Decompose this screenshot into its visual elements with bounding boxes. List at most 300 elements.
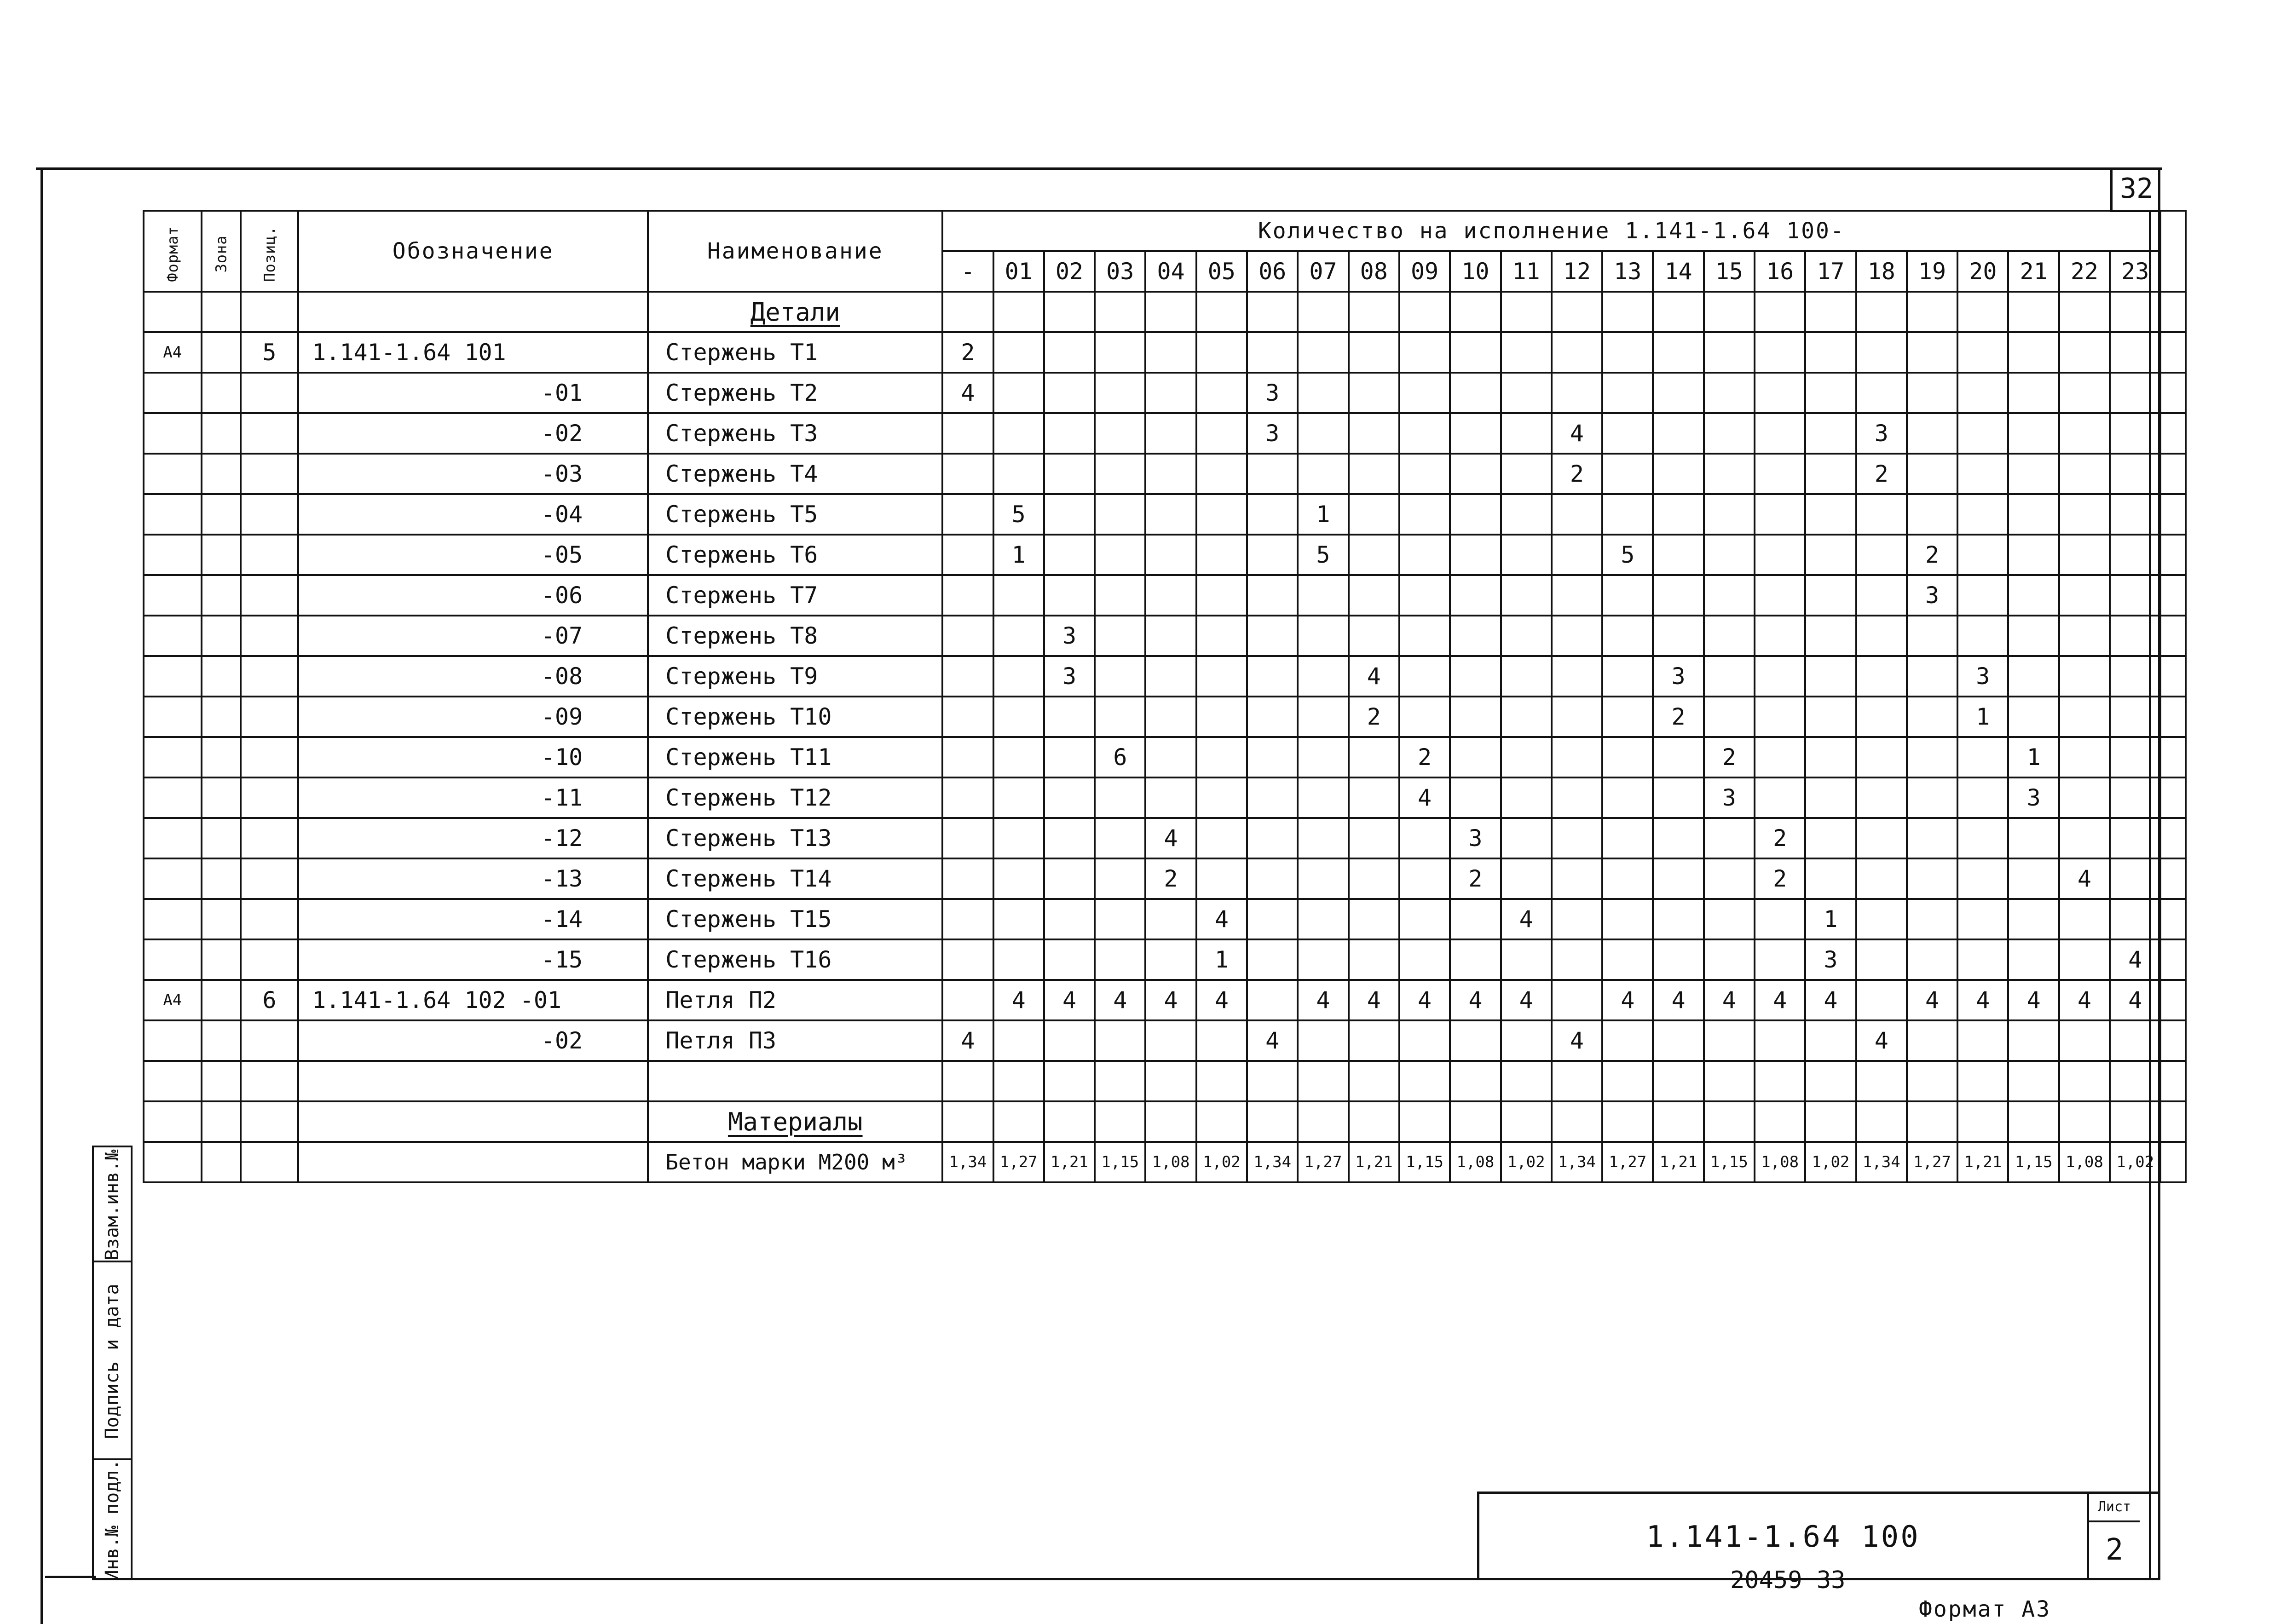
- empty-cell: [241, 1101, 299, 1142]
- concrete-value: 1,34: [942, 1142, 993, 1182]
- quantity-cell: [1145, 939, 1196, 980]
- quantity-cell: [1095, 1020, 1145, 1061]
- quantity-cell: [1145, 332, 1196, 373]
- quantity-cell: [2059, 939, 2110, 980]
- quantity-cell: [1805, 616, 1856, 656]
- quantity-cell: 2: [1704, 737, 1755, 777]
- quantity-cell: [1856, 575, 1907, 616]
- quantity-cell: [1145, 899, 1196, 939]
- quantity-cell: [1196, 818, 1247, 858]
- empty-cell: [993, 292, 1044, 332]
- quantity-cell: [2059, 777, 2110, 818]
- quantity-cell: [1856, 697, 1907, 737]
- quantity-cell: [2059, 454, 2110, 494]
- quantity-cell: [1552, 616, 1602, 656]
- quantity-cell: [1552, 980, 1602, 1020]
- empty-cell: [241, 1061, 299, 1101]
- quantity-cell: 4: [1552, 1020, 1602, 1061]
- concrete-value: 1,02: [1501, 1142, 1552, 1182]
- quantity-cell: [1704, 616, 1755, 656]
- quantity-cell: [1501, 454, 1552, 494]
- quantity-cell: [1196, 454, 1247, 494]
- row-name: Стержень Т14: [648, 858, 942, 899]
- frame-left-line: [40, 167, 43, 1624]
- quantity-cell: [1196, 737, 1247, 777]
- empty-cell: [993, 1101, 1044, 1142]
- quantity-cell: [1044, 332, 1095, 373]
- quantity-cell: [1196, 535, 1247, 575]
- quantity-cell: [942, 575, 993, 616]
- quantity-cell: [942, 858, 993, 899]
- empty-cell: [1044, 1101, 1095, 1142]
- quantity-cell: [1095, 373, 1145, 413]
- empty-cell: [1704, 292, 1755, 332]
- quantity-cell: [1755, 494, 1805, 535]
- empty-cell: [2160, 899, 2186, 939]
- empty-cell: [1602, 1101, 1653, 1142]
- quantity-cell: [1145, 373, 1196, 413]
- execution-col-header: 23: [2110, 251, 2160, 292]
- empty-cell: [144, 1101, 202, 1142]
- quantity-cell: [2110, 373, 2160, 413]
- quantity-cell: 3: [1450, 818, 1501, 858]
- empty-cell: [1957, 292, 2008, 332]
- quantity-cell: 4: [1501, 899, 1552, 939]
- quantity-cell: [1399, 332, 1450, 373]
- row-position: [241, 858, 299, 899]
- quantity-cell: 4: [993, 980, 1044, 1020]
- execution-col-header: 09: [1399, 251, 1450, 292]
- empty-cell: [1247, 1101, 1298, 1142]
- quantity-cell: [2008, 535, 2059, 575]
- quantity-cell: [1145, 575, 1196, 616]
- quantity-cell: [1957, 494, 2008, 535]
- quantity-cell: [2110, 413, 2160, 454]
- quantity-cell: 2: [1349, 697, 1399, 737]
- empty-cell: [298, 1061, 648, 1101]
- quantity-cell: 5: [993, 494, 1044, 535]
- quantity-cell: [1247, 818, 1298, 858]
- empty-cell: [2160, 373, 2186, 413]
- quantity-cell: [1856, 818, 1907, 858]
- quantity-cell: 3: [2008, 777, 2059, 818]
- row-zone: [202, 737, 241, 777]
- quantity-cell: [1755, 535, 1805, 575]
- quantity-cell: [1145, 656, 1196, 697]
- quantity-cell: [1907, 454, 1957, 494]
- empty-cell: [1095, 1061, 1145, 1101]
- quantity-cell: [1957, 575, 2008, 616]
- quantity-cell: [1653, 737, 1703, 777]
- quantity-cell: [1755, 575, 1805, 616]
- quantity-cell: [1450, 1020, 1501, 1061]
- empty-cell: [2160, 1142, 2186, 1182]
- quantity-cell: [942, 939, 993, 980]
- quantity-cell: [1755, 737, 1805, 777]
- quantity-cell: [993, 1020, 1044, 1061]
- empty-cell: [1044, 292, 1095, 332]
- quantity-cell: 4: [1907, 980, 1957, 1020]
- row-name: Стержень Т16: [648, 939, 942, 980]
- quantity-cell: [1145, 494, 1196, 535]
- row-designation: -11: [298, 777, 648, 818]
- quantity-cell: 4: [2008, 980, 2059, 1020]
- quantity-cell: [1856, 616, 1907, 656]
- row-designation: -09: [298, 697, 648, 737]
- execution-col-header: 20: [1957, 251, 2008, 292]
- quantity-cell: [1145, 1020, 1196, 1061]
- quantity-cell: [1349, 737, 1399, 777]
- quantity-cell: [1602, 616, 1653, 656]
- row-zone: [202, 373, 241, 413]
- concrete-value: 1,02: [2110, 1142, 2160, 1182]
- quantity-cell: [2110, 616, 2160, 656]
- execution-col-header: 05: [1196, 251, 1247, 292]
- row-name: Стержень Т15: [648, 899, 942, 939]
- quantity-cell: [1704, 939, 1755, 980]
- quantity-cell: [1247, 899, 1298, 939]
- quantity-cell: [1349, 575, 1399, 616]
- empty-cell: [2160, 858, 2186, 899]
- row-position: [241, 818, 299, 858]
- header-position: Позиц.: [241, 211, 299, 292]
- quantity-cell: [1805, 454, 1856, 494]
- quantity-cell: [1704, 697, 1755, 737]
- concrete-value: 1,34: [1856, 1142, 1907, 1182]
- quantity-cell: [1196, 697, 1247, 737]
- quantity-cell: 4: [1856, 1020, 1907, 1061]
- empty-cell: [2059, 1101, 2110, 1142]
- quantity-cell: [1856, 494, 1907, 535]
- row-zone: [202, 899, 241, 939]
- quantity-cell: [1552, 818, 1602, 858]
- empty-cell: [1450, 292, 1501, 332]
- row-name: Петля П2: [648, 980, 942, 1020]
- row-position: 5: [241, 332, 299, 373]
- quantity-cell: [1450, 616, 1501, 656]
- quantity-cell: [1247, 777, 1298, 818]
- empty-cell: [1145, 1061, 1196, 1101]
- quantity-cell: [993, 373, 1044, 413]
- row-position: [241, 454, 299, 494]
- concrete-value: 1,27: [1907, 1142, 1957, 1182]
- concrete-name: Бетон марки М200 м³: [648, 1142, 942, 1182]
- empty-cell: [1349, 292, 1399, 332]
- quantity-cell: [1552, 575, 1602, 616]
- quantity-cell: 1: [1805, 899, 1856, 939]
- empty-cell: [1095, 292, 1145, 332]
- quantity-cell: 5: [1298, 535, 1348, 575]
- quantity-cell: [1247, 737, 1298, 777]
- row-format: А4: [144, 980, 202, 1020]
- empty-cell: [298, 1101, 648, 1142]
- quantity-cell: [1298, 818, 1348, 858]
- row-position: [241, 899, 299, 939]
- empty-cell: [1907, 1101, 1957, 1142]
- quantity-cell: [2110, 454, 2160, 494]
- quantity-cell: [942, 454, 993, 494]
- empty-cell: [2160, 616, 2186, 656]
- row-position: [241, 373, 299, 413]
- quantity-cell: [1450, 494, 1501, 535]
- quantity-cell: [1095, 777, 1145, 818]
- empty-cell: [2008, 292, 2059, 332]
- quantity-cell: [1501, 737, 1552, 777]
- empty-cell: [1450, 1101, 1501, 1142]
- header-format: Формат: [144, 211, 202, 292]
- quantity-cell: 3: [1247, 373, 1298, 413]
- empty-cell: [1044, 1061, 1095, 1101]
- quantity-cell: [1856, 899, 1907, 939]
- quantity-cell: [1145, 454, 1196, 494]
- empty-cell: [2160, 697, 2186, 737]
- concrete-value: 1,02: [1805, 1142, 1856, 1182]
- quantity-cell: [1450, 656, 1501, 697]
- quantity-cell: [1247, 332, 1298, 373]
- quantity-cell: [1907, 737, 1957, 777]
- empty-cell: [298, 292, 648, 332]
- format-note: Формат А3: [1919, 1596, 2051, 1622]
- quantity-cell: [993, 413, 1044, 454]
- quantity-cell: [1856, 980, 1907, 1020]
- row-zone: [202, 939, 241, 980]
- quantity-cell: 1: [993, 535, 1044, 575]
- quantity-cell: [1856, 737, 1907, 777]
- quantity-cell: [1095, 575, 1145, 616]
- quantity-cell: [1145, 413, 1196, 454]
- quantity-cell: [1501, 413, 1552, 454]
- quantity-cell: [2059, 616, 2110, 656]
- row-format: [144, 858, 202, 899]
- quantity-cell: [2059, 818, 2110, 858]
- frame-top-line: [36, 167, 2162, 170]
- quantity-cell: [1856, 858, 1907, 899]
- concrete-value: 1,21: [1957, 1142, 2008, 1182]
- quantity-cell: [1856, 656, 1907, 697]
- execution-col-header: 21: [2008, 251, 2059, 292]
- table-row: [144, 535, 2186, 575]
- quantity-cell: [1247, 980, 1298, 1020]
- quantity-cell: [1044, 413, 1095, 454]
- empty-cell: [1349, 1061, 1399, 1101]
- quantity-cell: [942, 697, 993, 737]
- quantity-cell: [1298, 899, 1348, 939]
- quantity-cell: [993, 332, 1044, 373]
- quantity-cell: [1653, 939, 1703, 980]
- quantity-cell: 2: [1755, 858, 1805, 899]
- quantity-cell: [1805, 777, 1856, 818]
- quantity-cell: [1856, 535, 1907, 575]
- empty-cell: [1856, 292, 1907, 332]
- quantity-cell: 5: [1602, 535, 1653, 575]
- quantity-cell: [1501, 494, 1552, 535]
- quantity-cell: [1399, 899, 1450, 939]
- row-zone: [202, 535, 241, 575]
- quantity-cell: [1653, 454, 1703, 494]
- quantity-cell: [1501, 939, 1552, 980]
- quantity-cell: [1196, 575, 1247, 616]
- quantity-cell: [1399, 454, 1450, 494]
- quantity-cell: [1095, 899, 1145, 939]
- row-format: А4: [144, 332, 202, 373]
- quantity-cell: 4: [1957, 980, 2008, 1020]
- quantity-cell: [1602, 899, 1653, 939]
- quantity-cell: [1450, 939, 1501, 980]
- quantity-cell: 3: [1653, 656, 1703, 697]
- row-designation: -07: [298, 616, 648, 656]
- row-name: Стержень Т2: [648, 373, 942, 413]
- quantity-cell: [1145, 737, 1196, 777]
- quantity-cell: [1755, 332, 1805, 373]
- quantity-cell: [1602, 454, 1653, 494]
- row-position: [241, 737, 299, 777]
- quantity-cell: [1298, 1020, 1348, 1061]
- quantity-cell: [1501, 616, 1552, 656]
- quantity-cell: 4: [1145, 980, 1196, 1020]
- quantity-cell: 4: [1044, 980, 1095, 1020]
- row-name: Стержень Т8: [648, 616, 942, 656]
- quantity-cell: [2110, 818, 2160, 858]
- quantity-cell: [1552, 373, 1602, 413]
- row-format: [144, 656, 202, 697]
- quantity-cell: [1653, 575, 1703, 616]
- quantity-cell: [1805, 1020, 1856, 1061]
- quantity-cell: [1095, 454, 1145, 494]
- empty-cell: [1298, 1101, 1348, 1142]
- quantity-cell: [993, 575, 1044, 616]
- row-designation: -01: [298, 373, 648, 413]
- quantity-cell: [1602, 332, 1653, 373]
- quantity-cell: [1349, 1020, 1399, 1061]
- empty-cell: [2160, 413, 2186, 454]
- quantity-cell: [1247, 535, 1298, 575]
- quantity-cell: [1602, 737, 1653, 777]
- empty-cell: [942, 1101, 993, 1142]
- empty-cell: [2160, 332, 2186, 373]
- execution-col-header: -: [942, 251, 993, 292]
- quantity-cell: [1450, 899, 1501, 939]
- quantity-cell: [2059, 535, 2110, 575]
- concrete-value: 1,08: [2059, 1142, 2110, 1182]
- quantity-cell: [942, 777, 993, 818]
- empty-cell: [144, 1142, 202, 1182]
- quantity-cell: [1805, 575, 1856, 616]
- quantity-cell: 3: [1044, 616, 1095, 656]
- execution-col-header: 11: [1501, 251, 1552, 292]
- quantity-cell: [1653, 1020, 1703, 1061]
- empty-cell: [1704, 1061, 1755, 1101]
- row-designation: -10: [298, 737, 648, 777]
- quantity-cell: [1602, 413, 1653, 454]
- quantity-cell: [1298, 332, 1348, 373]
- quantity-cell: [2059, 332, 2110, 373]
- quantity-cell: [1349, 535, 1399, 575]
- archive-number: 20459 33: [1730, 1566, 1846, 1594]
- table-row: [144, 777, 2186, 818]
- quantity-cell: 4: [1298, 980, 1348, 1020]
- quantity-cell: [1298, 575, 1348, 616]
- quantity-cell: [1805, 413, 1856, 454]
- quantity-cell: [1298, 697, 1348, 737]
- quantity-cell: 6: [1095, 737, 1145, 777]
- quantity-cell: 2: [1653, 697, 1703, 737]
- blank-row: [144, 1061, 2186, 1101]
- concrete-value: 1,27: [1298, 1142, 1348, 1182]
- quantity-cell: [993, 616, 1044, 656]
- quantity-cell: [1856, 332, 1907, 373]
- quantity-cell: [1501, 535, 1552, 575]
- quantity-cell: 2: [1450, 858, 1501, 899]
- row-format: [144, 373, 202, 413]
- empty-cell: [2110, 1101, 2160, 1142]
- row-format: [144, 616, 202, 656]
- quantity-cell: [2110, 737, 2160, 777]
- empty-cell: [1805, 1061, 1856, 1101]
- quantity-cell: [2059, 656, 2110, 697]
- sheet-value: 2: [2105, 1533, 2124, 1567]
- quantity-cell: [1044, 777, 1095, 818]
- quantity-cell: [2008, 373, 2059, 413]
- quantity-cell: 4: [1196, 980, 1247, 1020]
- empty-cell: [1450, 1061, 1501, 1101]
- quantity-cell: 4: [942, 1020, 993, 1061]
- quantity-cell: 4: [1805, 980, 1856, 1020]
- quantity-cell: [2110, 656, 2160, 697]
- quantity-cell: [1957, 413, 2008, 454]
- quantity-cell: [1501, 858, 1552, 899]
- row-format: [144, 939, 202, 980]
- quantity-cell: 4: [1399, 777, 1450, 818]
- empty-cell: [942, 1061, 993, 1101]
- execution-col-header: 08: [1349, 251, 1399, 292]
- quantity-cell: [1653, 858, 1703, 899]
- row-name: Стержень Т3: [648, 413, 942, 454]
- row-format: [144, 899, 202, 939]
- quantity-cell: [1095, 413, 1145, 454]
- quantity-cell: [1196, 413, 1247, 454]
- quantity-cell: [1450, 737, 1501, 777]
- quantity-cell: [1501, 777, 1552, 818]
- quantity-cell: [1450, 697, 1501, 737]
- sheet-cell: [2087, 1494, 2140, 1580]
- quantity-cell: [1805, 737, 1856, 777]
- quantity-cell: [1653, 494, 1703, 535]
- quantity-cell: [1653, 777, 1703, 818]
- row-name: Стержень Т7: [648, 575, 942, 616]
- execution-col-header: 18: [1856, 251, 1907, 292]
- header-spare: [2160, 211, 2186, 292]
- quantity-cell: [2008, 575, 2059, 616]
- quantity-cell: 1: [1957, 697, 2008, 737]
- quantity-cell: [1349, 332, 1399, 373]
- concrete-value: 1,15: [1399, 1142, 1450, 1182]
- quantity-cell: [1907, 656, 1957, 697]
- quantity-cell: [1298, 737, 1348, 777]
- row-position: [241, 1020, 299, 1061]
- quantity-cell: [1145, 777, 1196, 818]
- quantity-cell: [1349, 939, 1399, 980]
- quantity-cell: [1653, 413, 1703, 454]
- empty-cell: [1856, 1061, 1907, 1101]
- quantity-cell: 4: [2059, 980, 2110, 1020]
- row-name: Стержень Т6: [648, 535, 942, 575]
- empty-cell: [1196, 1061, 1247, 1101]
- quantity-cell: [1957, 777, 2008, 818]
- quantity-cell: [993, 697, 1044, 737]
- execution-col-header: 16: [1755, 251, 1805, 292]
- row-format: [144, 494, 202, 535]
- quantity-cell: [1602, 818, 1653, 858]
